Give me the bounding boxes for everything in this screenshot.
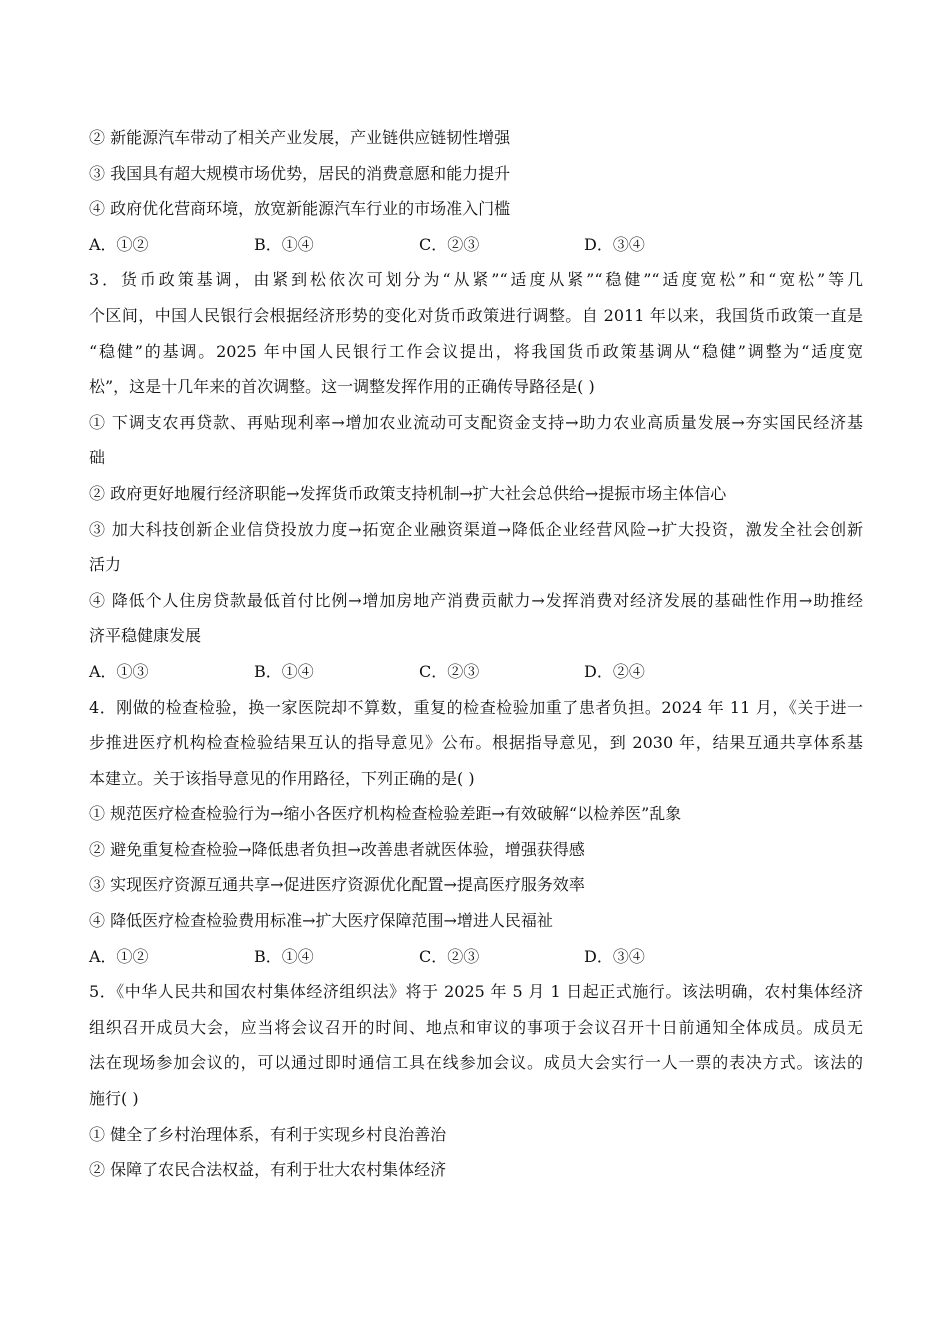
- q3-item-4: ④ 降低个人住房贷款最低首付比例→增加房地产消费贡献力→发挥消费对经济发展的基础性作用→助推经: [89, 590, 863, 610]
- q4-options: [89, 939, 863, 975]
- q4-stem-line-3: 本建立。关于该指导意见的作用路径，下列正确的是( ): [89, 768, 475, 788]
- q3-stem-line-3: “稳健”的基调。2025 年中国人民银行工作会议提出，将我国货币政策基调从“稳健”调整为“适度宽: [89, 341, 863, 361]
- q2-option-d[interactable]: D．③④: [584, 234, 645, 254]
- q5-stem-line-1: 5．《中华人民共和国农村集体经济组织法》将于 2025 年 5 月 1 日起正式施行。该法明确，农村集体经济: [89, 982, 863, 1002]
- q3-stem-line-4: 松”，这是十几年来的首次调整。这一调整发挥作用的正确传导路径是( ): [89, 377, 595, 397]
- q5-stem-line-2: 组织召开成员大会，应当将会议召开的时间、地点和审议的事项于会议召开十日前通知全体成员。成员无: [89, 1017, 863, 1037]
- q4-item-1: ① 规范医疗检查检验行为→缩小各医疗机构检查检验差距→有效破解“以检养医”乱象: [89, 804, 682, 824]
- q3-item-4-cont: 济平稳健康发展: [89, 626, 202, 646]
- q2-item-2: ② 新能源汽车带动了相关产业发展，产业链供应链韧性增强: [89, 128, 511, 147]
- q2-option-a[interactable]: A．①②: [89, 234, 149, 254]
- q4-stem-line-1: 4．刚做的检查检验，换一家医院却不算数，重复的检查检验加重了患者负担。2024 年 11 月，《关于进一: [89, 697, 863, 717]
- q3-item-1-cont: 础: [89, 448, 106, 468]
- q4-option-b[interactable]: B．①④: [254, 946, 314, 966]
- q5-stem-line-4: 施行( ): [89, 1089, 139, 1109]
- q2-option-b[interactable]: B．①④: [254, 234, 314, 254]
- q3-item-2: ② 政府更好地履行经济职能→发挥货币政策支持机制→扩大社会总供给→提振市场主体信心: [89, 483, 727, 503]
- q3-option-d[interactable]: D．②④: [584, 661, 645, 681]
- q3-item-3-cont: 活力: [89, 555, 122, 575]
- q4-option-a[interactable]: A．①②: [89, 946, 149, 966]
- q2-options: [89, 227, 863, 263]
- q4-item-3: ③ 实现医疗资源互通共享→促进医疗资源优化配置→提高医疗服务效率: [89, 875, 585, 895]
- q5-stem-line-3: 法在现场参加会议的，可以通过即时通信工具在线参加会议。成员大会实行一人一票的表决方式。该法的: [89, 1053, 863, 1073]
- q5-item-1: ① 健全了乡村治理体系，有利于实现乡村良治善治: [89, 1124, 447, 1144]
- q4-stem-line-2: 步推进医疗机构检查检验结果互认的指导意见》公布。根据指导意见，到 2030 年，结果互通共享体系基: [89, 733, 863, 753]
- q3-stem-line-1: 3．货币政策基调，由紧到松依次可划分为“从紧”“适度从紧”“稳健”“适度宽松”和“宽松”等几: [89, 270, 863, 290]
- q3-stem-line-2: 个区间，中国人民银行会根据经济形势的变化对货币政策进行调整。自 2011 年以来，我国货币政策一直是: [89, 305, 863, 325]
- q3-item-1: ① 下调支农再贷款、再贴现利率→增加农业流动可支配资金支持→助力农业高质量发展→夯实国民经济基: [89, 412, 863, 432]
- q3-option-a[interactable]: A．①③: [89, 661, 149, 681]
- q4-option-d[interactable]: D．③④: [584, 946, 645, 966]
- q3-option-c[interactable]: C．②③: [419, 661, 480, 681]
- q3-options: [89, 654, 863, 690]
- q3-option-b[interactable]: B．①④: [254, 661, 314, 681]
- exam-content: [89, 120, 863, 1188]
- q5-item-2: ② 保障了农民合法权益，有利于壮大农村集体经济: [89, 1160, 447, 1180]
- q4-item-2: ② 避免重复检查检验→降低患者负担→改善患者就医体验，增强获得感: [89, 839, 585, 859]
- q3-item-3: ③ 加大科技创新企业信贷投放力度→拓宽企业融资渠道→降低企业经营风险→扩大投资，激发全社会创新: [89, 519, 863, 539]
- q2-option-c[interactable]: C．②③: [419, 234, 480, 254]
- q4-option-c[interactable]: C．②③: [419, 946, 480, 966]
- q2-item-4: ④ 政府优化营商环境，放宽新能源汽车行业的市场准入门槛: [89, 199, 511, 219]
- q4-item-4: ④ 降低医疗检查检验费用标准→扩大医疗保障范围→增进人民福祉: [89, 911, 553, 931]
- q2-item-3: ③ 我国具有超大规模市场优势，居民的消费意愿和能力提升: [89, 163, 511, 183]
